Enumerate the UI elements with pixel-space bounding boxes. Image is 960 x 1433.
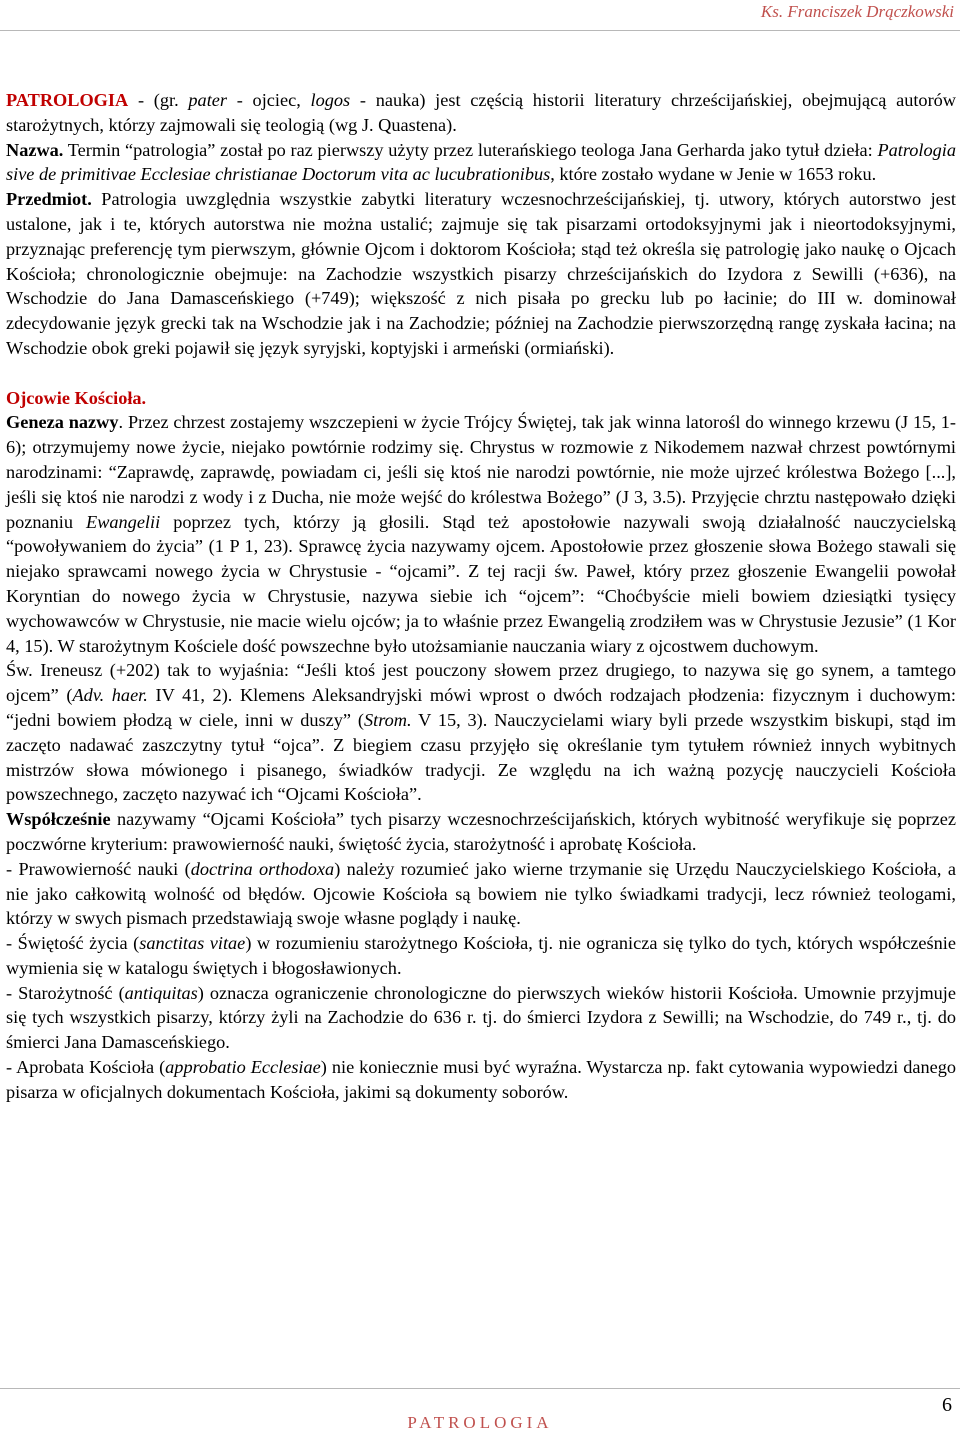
ireneusz-text-1: Św. Ireneusz (+202) tak to wyjaśnia: “Jeśli ktoś jest pouczony słowem przez drugiego, to nazywa się go synem, a tamtego ojcem” ( (6, 660, 956, 706)
ireneusz-adv-haer: Adv. haer. (72, 685, 148, 706)
przedmiot-text: Patrologia uwzględnia wszystkie zabytki literatury wczesnochrześcijańskiej, tj. utwory, których autorstwo jest ustalone, jak i te, których autorstwa nie można ustalić; zajmuje się tak pisarzami ortodoksyjnymi jak i nieortodoksyjnymi, przyznając preferencję tym pierwszym, głównie Ojcom i doktorom Kościoła; stąd też określa się patrologię jako naukę o Ojcach Kościoła; chronologicznie obejmuje: na Zachodzie wszystkich pisarzy chrześcijańskich do Izydora z Sewilli (+636), na Wschodzie do Jana Damasceńskiego (+749); większość z nich pisała po grecku lub po łacinie; do III w. dominował zdecydowanie język grecki tak na Wschodzie jak i na Zachodzie; później na Zachodzie pierwszorzędną rangę zyskała łacina; na Wschodzie obok greki pojawił się język syryjski, koptyjski i armeński (ormiański). (6, 189, 956, 358)
intro-text-2: - ojciec, (227, 90, 311, 110)
header-divider (0, 30, 960, 31)
document-body (6, 88, 956, 1105)
wspolczesnie-paragraph (6, 807, 956, 857)
geneza-label: Geneza nazwy (6, 412, 119, 433)
page-header (0, 0, 960, 40)
ojcowie-heading: Ojcowie Kościoła. (6, 387, 147, 408)
criterion-text-pre: - Aprobata Kościoła ( (6, 1057, 166, 1078)
ireneusz-paragraph (6, 658, 956, 807)
criterion-latin: approbatio Ecclesiae (165, 1057, 321, 1078)
criterion-text-pre: - Starożytność ( (6, 982, 125, 1003)
page-number: 6 (942, 1394, 952, 1416)
geneza-paragraph (6, 410, 956, 658)
geneza-text-1: . Przez chrzest zostajemy wszczepieni w życie Trójcy Świętej, tak jak winna latorośl do winnego krzewu (J 15, 1-6); otrzymujemy nowe życie, niejako powtórnie rodzimy się. Chrystus w rozmowie z Nikodemem nazwał chrzest powtórnymi narodzinami: “Zaprawdę, zaprawdę, powiadam ci, jeśli się ktoś nie narodzi powtórnie, nie może ujrzeć królestwa Bożego [...], jeśli się ktoś nie narodzi z wody i z Ducha, nie może wejść do królestwa Bożego” (J 3, 3.5). Przyjęcie chrztu następowało dzięki poznaniu (6, 412, 956, 532)
criterion-text-post: ) nie koniecznie musi być wyraźna. Wystarcza np. fakt cytowania wypowiedzi danego pisarza w oficjalnych dokumentach Kościoła, jakimi są dokumenty soborów. (6, 1057, 956, 1102)
criterion-latin: antiquitas (124, 982, 198, 1003)
ireneusz-text-3: V 15, 3). Nauczycielami wiary byli przede wszystkim biskupi, stąd im zaczęto nadawać zaszczytny tytuł “ojca”. Z biegiem czasu przyjęło się określanie tym tytułem również innych wybitnych mistrzów słowa mówionego i pisanego, świadków tradycji. Ze względu na ich ważną pozycję nauczycieli Kościoła powszechnego, zaczęto nazywać ich “Ojcami Kościoła”. (6, 709, 956, 805)
criterion-text-pre: - Prawowierność nauki ( (6, 858, 191, 879)
nazwa-text-2: , które zostało wydane w Jenie w 1653 roku. (550, 164, 877, 185)
intro-paragraph (6, 88, 956, 138)
przedmiot-paragraph (6, 187, 956, 361)
nazwa-text-1: Termin “patrologia” został po raz pierwszy użyty przez luterańskiego teologa Jana Gerharda jako tytuł dzieła: (63, 139, 878, 160)
intro-text-3: - nauka) jest częścią historii literatury chrześcijańskiej, obejmującą autorów starożytnych, którzy zajmowali się teologią (wg J. Quastena). (6, 90, 956, 135)
intro-text-1: - (gr. (128, 90, 189, 110)
criterion-text-post: ) należy rozumieć jako wierne trzymanie się Urzędu Nauczycielskiego Kościoła, a nie jako całkowitą wolność od błędów. Ojcowie Kościoła są bowiem nie tylko świadkami tradycji, lecz również teologami, którzy w swych pismach przedstawiają swoje własne poglądy i naukę. (6, 858, 956, 929)
geneza-ewangelii: Ewangelii (86, 511, 161, 532)
criterion-latin: doctrina orthodoxa (190, 858, 335, 879)
nazwa-work-title: Patrologia sive de primitivae Ecclesiae christianae Doctorum vita ac lucubrationibus (6, 139, 956, 185)
nazwa-paragraph (6, 138, 956, 188)
criterion-latin: sanctitas vitae (139, 933, 246, 954)
criterion-item (6, 857, 956, 931)
criterion-item (6, 981, 956, 1055)
ireneusz-text-2: IV 41, 2). Klemens Aleksandryjski mówi wprost o dwóch rodzajach płodzenia: fizycznym i duchowym: “jedni bowiem płodzą w ciele, inni w duszy” ( (6, 685, 956, 730)
ireneusz-strom: Strom. (363, 709, 412, 730)
criterion-text-post: ) w rozumieniu starożytnego Kościoła, tj. nie ogranicza się tylko do tych, których współcześnie wymienia się w katalogu świętych i błogosławionych. (6, 933, 956, 978)
criterion-text-pre: - Świętość życia ( (6, 933, 140, 954)
criterion-item (6, 1055, 956, 1105)
nazwa-label: Nazwa. (6, 139, 64, 160)
criterion-text-post: ) oznacza ograniczenie chronologiczne do pierwszych wieków historii Kościoła. Umownie przyjmuje się tych wszystkich pisarzy, którzy żyli na Zachodzie do 636 r. tj. do śmierci Izydora z Sewilli; na Wschodzie, do 749 r., tj. do śmierci Jana Damasceńskiego. (6, 982, 956, 1053)
footer-divider (0, 1388, 960, 1389)
wspolczesnie-text: nazywamy “Ojcami Kościoła” tych pisarzy wczesnochrześcijańskich, których wybitność weryfikuje się poprzez poczwórne kryterium: prawowierność nauki, świętość życia, starożytność i aprobatę Kościoła. (6, 809, 956, 854)
section-spacer (6, 361, 956, 386)
term-patrologia: PATROLOGIA (6, 90, 129, 110)
przedmiot-label: Przedmiot. (6, 189, 92, 210)
intro-pater: pater (188, 90, 227, 110)
intro-logos: logos (310, 90, 351, 110)
geneza-text-2: poprzez tych, którzy ją głosili. Stąd też apostołowie nazywali swoją działalność nauczycielską “powoływaniem do życia” (1 P 1, 23). Sprawcę życia nazywamy ojcem. Apostołowie przez głoszenie słowa Bożego stawali się niejako sprawcami nowego życia w Chrystusie - “ojcami”. Z tej racji św. Paweł, który przez głoszenie Ewangelii powołał Koryntian do nowego życia w Chrystusie, nazywa siebie ich “ojcem”: “Choćbyście mieli bowiem dziesiątki tysięcy wychowawców w Chrystusie, nie macie wielu ojców; ja to właśnie przez Ewangelią zrodziłem was w Chrystusie Jezusie” (1 Kor 4, 15). W starożytnym Kościele dość powszechne było utożsamianie nauczania wiary z ojcostwem duchowym. (6, 511, 956, 656)
footer-title: PATROLOGIA (407, 1413, 553, 1432)
criterion-item (6, 931, 956, 981)
header-author: Ks. Franciszek Drączkowski (760, 2, 954, 21)
wspolczesnie-label: Współcześnie (6, 809, 111, 830)
